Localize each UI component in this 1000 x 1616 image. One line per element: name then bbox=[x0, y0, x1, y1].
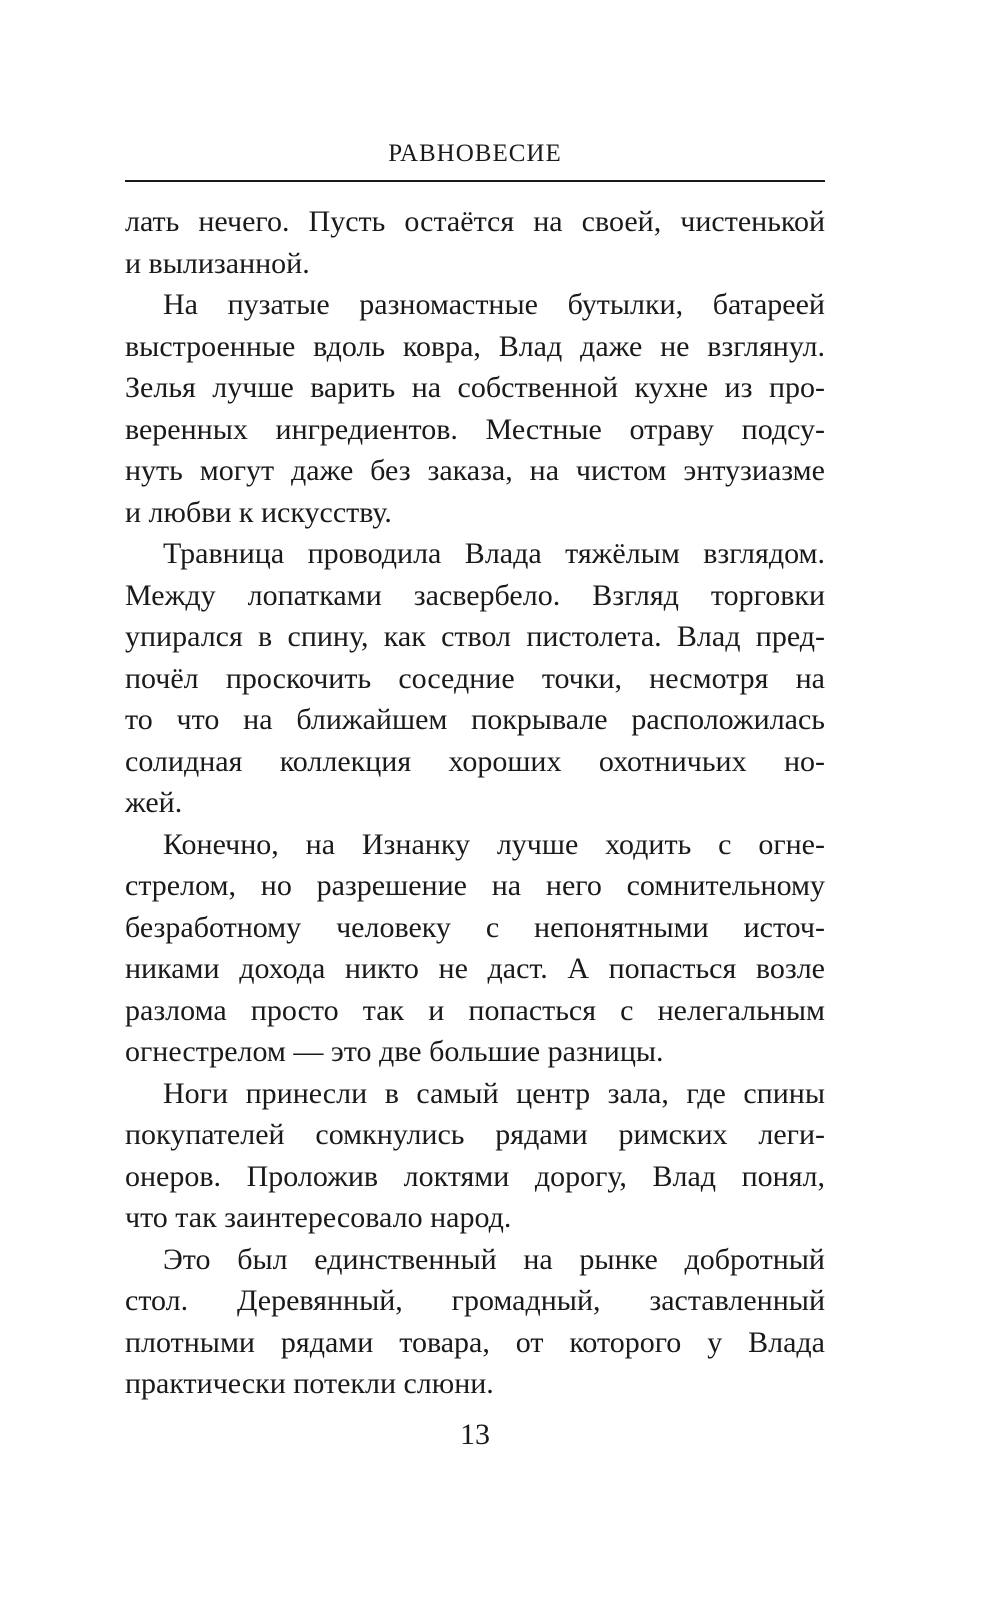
text-line: покупателей сомкнулись рядами римских леги- bbox=[125, 1118, 825, 1151]
text-line: упирался в спину, как ствол пистолета. Влад пред- bbox=[125, 620, 825, 653]
body-text bbox=[125, 201, 825, 1405]
text-line: Ноги принесли в самый центр зала, где спины bbox=[163, 1076, 825, 1110]
paragraph bbox=[125, 533, 825, 824]
text-line: Зелья лучше варить на собственной кухне из про- bbox=[125, 371, 825, 404]
text-line: никами дохода никто не даст. А попасться возле bbox=[125, 952, 825, 985]
text-line: практически потекли слюни. bbox=[125, 1367, 494, 1400]
paragraph bbox=[125, 824, 825, 1073]
text-line: нуть могут даже без заказа, на чистом энтузиазме bbox=[125, 454, 825, 487]
text-line: плотными рядами товара, от которого у Влада bbox=[125, 1325, 825, 1359]
text-line: то что на ближайшем покрывале расположилась bbox=[125, 703, 825, 736]
text-line: солидная коллекция хороших охотничьих но- bbox=[125, 744, 825, 778]
text-line: почёл проскочить соседние точки, несмотря на bbox=[125, 661, 825, 695]
text-line: что так заинтересовало народ. bbox=[125, 1201, 512, 1234]
text-line: Травница проводила Влада тяжёлым взглядом. bbox=[163, 537, 825, 570]
paragraph bbox=[125, 201, 825, 284]
text-line: Это был единственный на рынке добротный bbox=[163, 1242, 825, 1276]
header-rule bbox=[125, 180, 825, 182]
text-line: веренных ингредиентов. Местные отраву подсу- bbox=[125, 412, 825, 446]
text-line: стрелом, но разрешение на него сомнительному bbox=[125, 869, 825, 902]
text-line: жей. bbox=[125, 786, 183, 819]
text-line: Между лопатками засвербело. Взгляд торговки bbox=[125, 578, 825, 612]
text-line: и любви к искусству. bbox=[125, 495, 392, 529]
paragraph bbox=[125, 284, 825, 533]
text-line: лать нечего. Пусть остаётся на своей, чистенькой bbox=[125, 205, 825, 238]
text-line: На пузатые разномастные бутылки, батареей bbox=[163, 288, 825, 321]
paragraph bbox=[125, 1073, 825, 1239]
text-line: выстроенные вдоль ковра, Влад даже не взглянул. bbox=[125, 329, 825, 363]
page-number: 13 bbox=[460, 1418, 490, 1451]
running-head-title: РАВНОВЕСИЕ bbox=[388, 140, 562, 167]
text-line: разлома просто так и попасться с нелегальным bbox=[125, 993, 825, 1027]
text-line: огнестрелом — это две большие разницы. bbox=[125, 1035, 664, 1068]
paragraph bbox=[125, 1239, 825, 1405]
text-line: онеров. Проложив локтями дорогу, Влад понял, bbox=[125, 1159, 825, 1193]
text-line: и вылизанной. bbox=[125, 246, 310, 280]
text-line: Конечно, на Изнанку лучше ходить с огне- bbox=[163, 827, 825, 861]
text-line: стол. Деревянный, громадный, заставленный bbox=[125, 1284, 825, 1317]
text-line: безработному человеку с непонятными источ- bbox=[125, 910, 825, 944]
